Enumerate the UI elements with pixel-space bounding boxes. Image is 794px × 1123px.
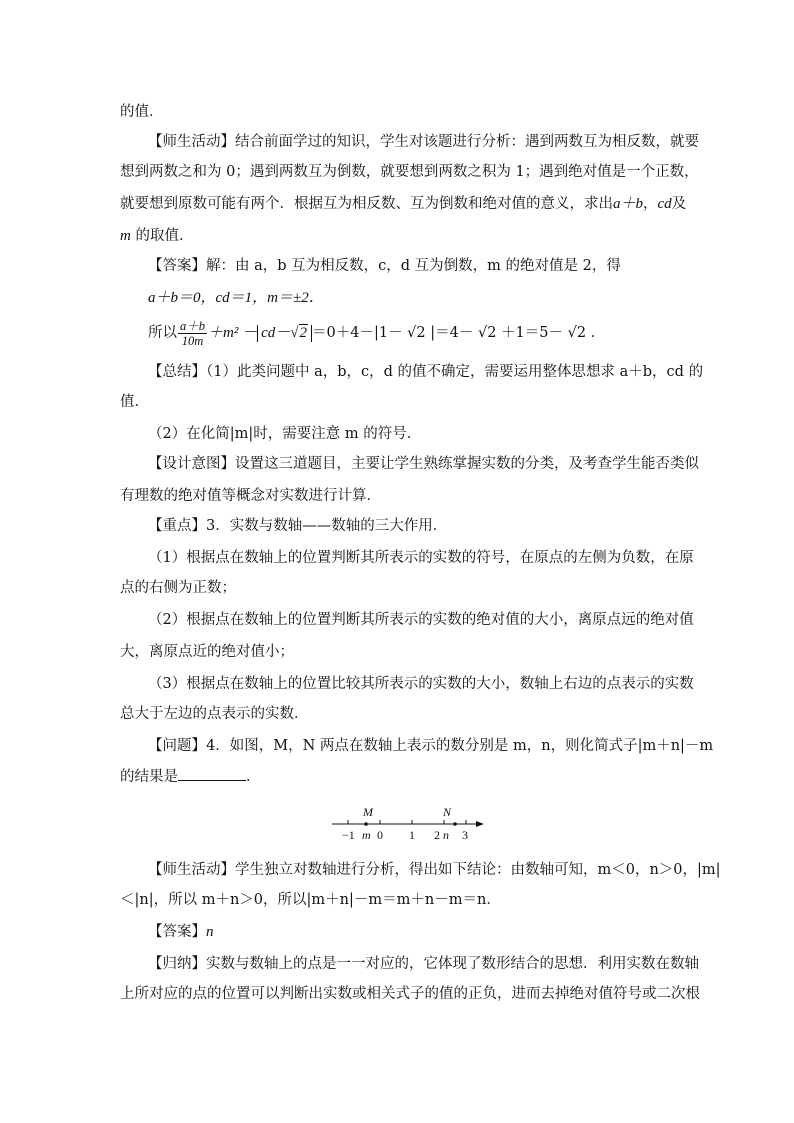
point-label-m: M xyxy=(363,805,373,819)
text-line: 【归纳】实数与数轴上的点是一一对应的，它体现了数形结合的思想．利用实数在数轴 xyxy=(148,956,699,972)
equation-line xyxy=(148,318,708,348)
math-var: m xyxy=(120,228,131,244)
text-line: 值． xyxy=(120,394,149,410)
tick-label: n xyxy=(443,828,449,842)
question-line: 【问题】4．如图，M，N 两点在数轴上表示的数分别是 m，n，则化简式子|m＋n|－m xyxy=(148,738,714,754)
point-n xyxy=(453,822,457,826)
tick-label: 0 xyxy=(377,828,383,842)
text-segment: 及 xyxy=(671,196,687,212)
text-segment: ． xyxy=(246,769,261,785)
answer-line xyxy=(148,256,708,276)
text-line: 想到两数之和为 0；遇到两数互为倒数，就要想到两数之积为 1；遇到绝对值是一个正数， xyxy=(120,164,699,180)
text-line xyxy=(120,226,680,246)
text-line: 上所对应的点的位置可以判断出实数或相关式子的值的正负，进而去掉绝对值符号或二次根 xyxy=(120,986,700,1002)
text-line: （1）根据点在数轴上的位置判断其所表示的实数的符号，在原点的左侧为负数，在原 xyxy=(148,550,694,566)
section-heading: 【重点】3．实数与数轴——数轴的三大作用． xyxy=(148,518,448,534)
radicand: 2 xyxy=(299,325,308,341)
tick-label: m xyxy=(362,828,371,842)
point-m xyxy=(364,822,368,826)
tick-label: −1 xyxy=(342,828,355,842)
answer-value: n xyxy=(206,924,214,940)
math-expr: ＋m² － xyxy=(208,325,258,341)
text-line: 点的右侧为正数； xyxy=(120,580,236,596)
equation-line: a＋b＝0，cd＝1，m＝±2． xyxy=(148,290,324,306)
math-expr: a＋b xyxy=(613,196,644,212)
fraction-numerator: a＋b xyxy=(180,318,206,333)
text-segment: 就要想到原数可能有两个．根据互为相反数、互为倒数和绝对值的意义，求出 xyxy=(120,196,613,212)
number-line-figure xyxy=(320,800,500,846)
fraction-denominator: 10m xyxy=(181,333,204,348)
tick-label: 3 xyxy=(462,828,468,842)
math-expr: cd xyxy=(657,196,672,212)
math-expr: ＝0＋4－|1－ √2 |＝4－ √2 ＋1＝5－ √2 ． xyxy=(312,325,606,341)
answer-blank xyxy=(178,766,246,781)
answer-line xyxy=(148,922,708,942)
text-line: 有理数的绝对值等概念对实数进行计算． xyxy=(120,488,381,504)
text-segment: 的结果是 xyxy=(120,769,178,785)
answer-label: 【答案】 xyxy=(148,924,206,940)
text-line: （2）根据点在数轴上的位置判断其所表示的实数的绝对值的大小，离原点远的绝对值 xyxy=(148,612,694,628)
text-line: （2）在化简|m|时，需要注意 m 的符号． xyxy=(148,426,422,442)
text-line: （3）根据点在数轴上的位置比较其所表示的实数的大小，数轴上右边的点表示的实数 xyxy=(148,676,694,692)
text-segment: 的取值． xyxy=(130,228,194,244)
tick-label: 2 xyxy=(434,828,440,842)
text-line: 【师生活动】结合前面学过的知识，学生对该题进行分析：遇到两数互为相反数，就要 xyxy=(148,134,699,150)
text-line: 【师生活动】学生独立对数轴进行分析，得出如下结论：由数轴可知，m＜0，n＞0，|m| xyxy=(148,862,721,878)
sqrt-expr: √2 xyxy=(290,325,308,341)
text-line: 【总结】（1）此类问题中 a，b，c，d 的值不确定，需要运用整体思想求 a＋b，cd 的 xyxy=(148,364,704,380)
tick-label: 1 xyxy=(409,828,415,842)
question-line xyxy=(120,766,680,787)
text-line: ＜|n|，所以 m＋n＞0，所以|m＋n|－m＝m＋n－m＝n． xyxy=(120,892,501,908)
text-line: 大，离原点近的绝对值小； xyxy=(120,644,294,660)
fraction xyxy=(178,319,207,348)
text-line: 【设计意图】设置这三道题目，主要让学生熟练掌握实数的分类，及考查学生能否类似 xyxy=(148,456,699,472)
math-expr: cd－ xyxy=(261,325,291,341)
answer-label: 【答案】 xyxy=(148,258,206,274)
point-label-n: N xyxy=(443,805,452,819)
text-line: 的值． xyxy=(120,104,164,120)
answer-text: 解：由 a，b 互为相反数，c，d 互为倒数，m 的绝对值是 2，得 xyxy=(206,258,621,274)
text-segment: 所以 xyxy=(148,325,177,341)
text-line xyxy=(120,194,687,214)
absolute-value xyxy=(257,325,312,342)
text-line: 总大于左边的点表示的实数． xyxy=(120,706,309,722)
text-segment: ， xyxy=(643,196,658,212)
axis-arrow xyxy=(476,821,484,827)
